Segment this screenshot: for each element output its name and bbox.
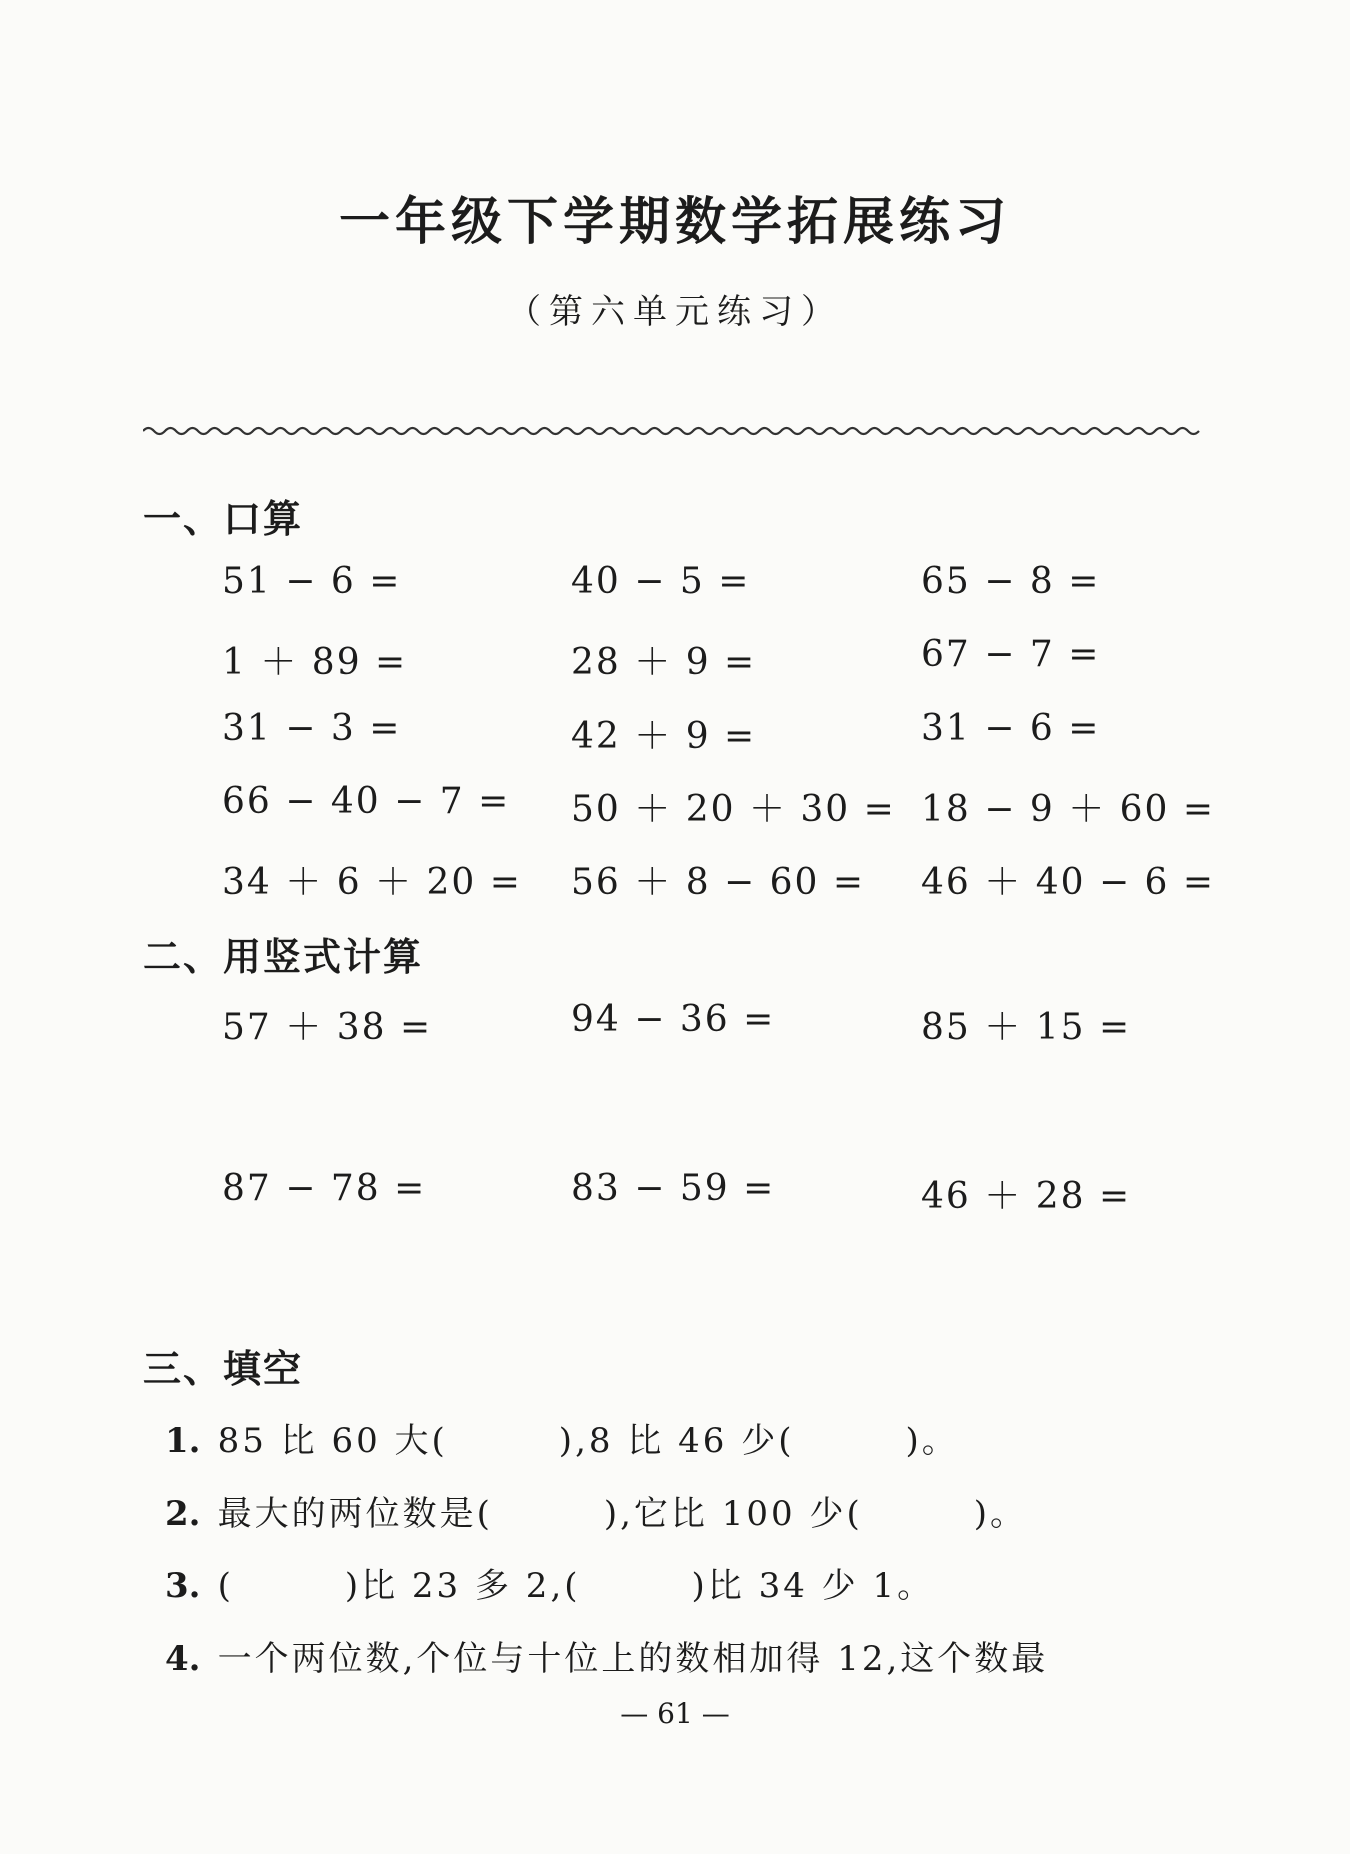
problem: 67 − 7 =: [921, 634, 1101, 675]
question-number: 3.: [165, 1566, 201, 1606]
problem: 42 ＋ 9 =: [571, 716, 757, 757]
problem: 87 − 78 =: [222, 1168, 427, 1209]
question-number: 2.: [165, 1494, 201, 1534]
problem: 66 − 40 − 7 =: [222, 781, 511, 822]
problem: 50 ＋ 20 ＋ 30 =: [571, 789, 896, 830]
problem: 83 − 59 =: [571, 1168, 776, 1209]
question-text: 最大的两位数是( ),它比 100 少( )。: [217, 1494, 1027, 1534]
question: [165, 1413, 959, 1462]
section-heading-fill-in: 三、填空: [143, 1347, 304, 1391]
page-subtitle: （第六单元练习）: [507, 292, 843, 332]
page-title: 一年级下学期数学拓展练习: [338, 193, 1011, 252]
problem: 56 ＋ 8 − 60 =: [571, 862, 866, 903]
problem: 46 ＋ 28 =: [921, 1176, 1132, 1217]
problem: 51 − 6 =: [222, 561, 402, 602]
problem: 34 ＋ 6 ＋ 20 =: [222, 862, 522, 903]
problem: 28 ＋ 9 =: [571, 642, 757, 683]
question: [165, 1486, 1027, 1535]
problem: 85 ＋ 15 =: [921, 1007, 1132, 1048]
question-text: 85 比 60 大( ),8 比 46 少( )。: [217, 1421, 959, 1461]
problem: 18 − 9 ＋ 60 =: [921, 789, 1216, 830]
question-text: ( )比 23 多 2,( )比 34 少 1。: [217, 1566, 935, 1606]
problem: 65 − 8 =: [921, 561, 1101, 602]
question: [165, 1558, 934, 1607]
question: [165, 1631, 1048, 1680]
problem: 1 ＋ 89 =: [222, 642, 408, 683]
question-text: 一个两位数,个位与十位上的数相加得 12,这个数最: [217, 1639, 1049, 1679]
wavy-divider: [143, 424, 1203, 438]
problem: 31 − 3 =: [222, 708, 402, 749]
page-number: — 61 —: [620, 1697, 730, 1730]
problem: 31 − 6 =: [921, 708, 1101, 749]
problem: 46 ＋ 40 − 6 =: [921, 862, 1216, 903]
problem: 94 − 36 =: [571, 999, 776, 1040]
question-number: 1.: [165, 1421, 201, 1461]
problem: 40 − 5 =: [571, 561, 751, 602]
section-heading-mental-math: 一、口算: [143, 497, 304, 541]
section-heading-vertical-calc: 二、用竖式计算: [143, 935, 424, 979]
question-number: 4.: [165, 1639, 201, 1679]
problem: 57 ＋ 38 =: [222, 1007, 433, 1048]
